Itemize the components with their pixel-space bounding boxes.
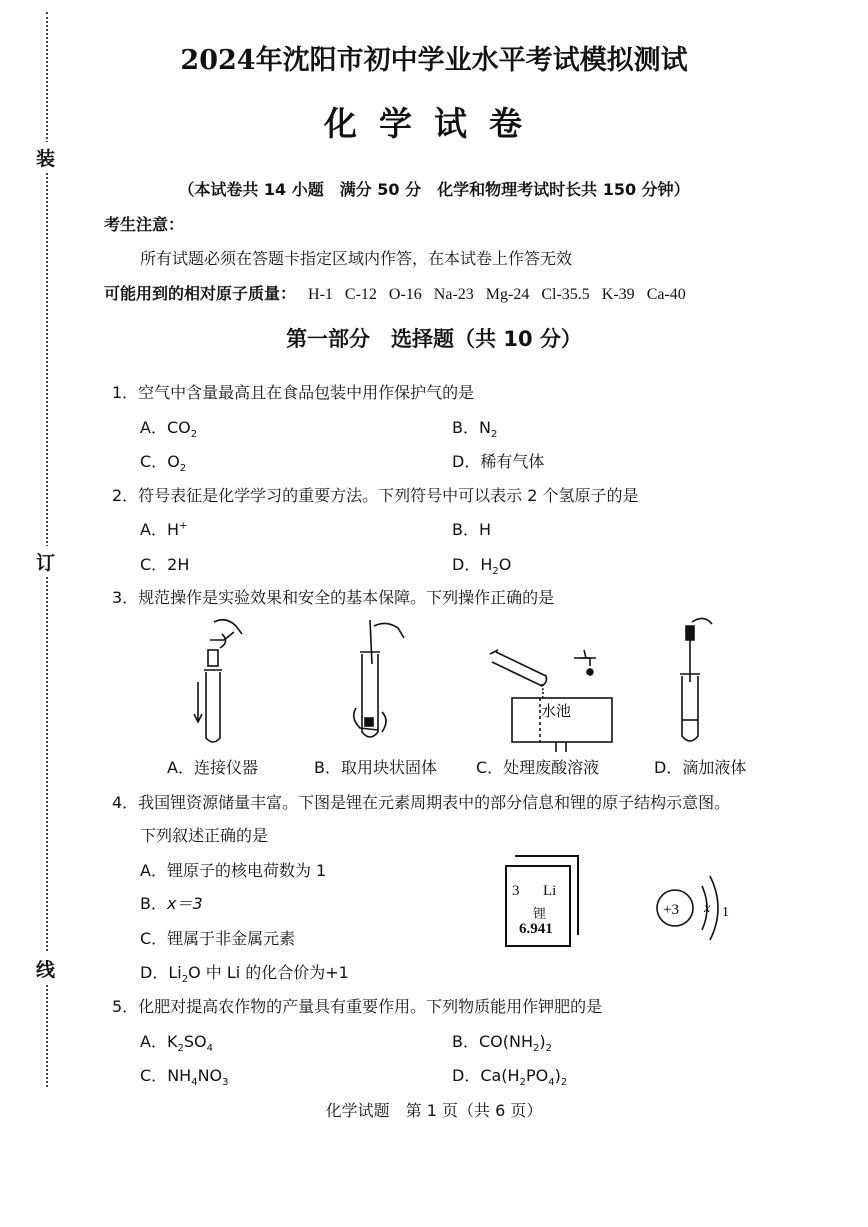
binding-char-bottom: 线 xyxy=(36,953,55,984)
mass-mg: Mg-24 xyxy=(485,286,530,303)
q4-stem-line2: 下列叙述正确的是 xyxy=(140,826,269,845)
page-footer: 化学试题 第 1 页（共 6 页） xyxy=(325,1101,543,1120)
q2-option-c: C．2H xyxy=(140,555,190,574)
notice-text: 所有试题必须在答题卡指定区域内作答，在本试卷上作答无效 xyxy=(140,249,573,268)
q1-option-c: C．$O_2$ xyxy=(140,452,187,475)
atom-structure-diagram xyxy=(650,860,750,950)
q5-option-d: D．$Ca(H_2PO_4)_2$ xyxy=(452,1066,568,1089)
q3-caption-b: B．取用块状固体 xyxy=(314,758,437,777)
figure-b-take-solid-icon xyxy=(354,620,404,737)
element-symbol: Li xyxy=(543,883,557,899)
subject-title: 化学试卷 xyxy=(324,104,544,143)
q3-caption-d: D．滴加液体 xyxy=(654,758,747,777)
binding-char-middle: 订 xyxy=(36,546,55,577)
q2-option-a: A．H+ xyxy=(140,520,188,539)
q4-option-c: C．锂属于非金属元素 xyxy=(140,929,296,948)
atomic-mass-line xyxy=(104,281,686,304)
q1-option-b: B．$N_2$ xyxy=(452,418,498,441)
q3-caption-c: C．处理废酸溶液 xyxy=(476,758,600,777)
element-name: 锂 xyxy=(533,907,547,922)
element-mass: 6.941 xyxy=(519,921,553,937)
q3-stem: 3．规范操作是实验效果和安全的基本保障。下列操作正确的是 xyxy=(112,588,555,607)
sink-label: 水池 xyxy=(541,702,572,720)
q4-option-a: A．锂原子的核电荷数为 1 xyxy=(140,861,327,880)
q5-stem: 5．化肥对提高农作物的产量具有重要作用。下列物质能用作钾肥的是 xyxy=(112,997,603,1016)
q4-stem-line1: 4．我国锂资源储量丰富。下图是锂在元素周期表中的部分信息和锂的原子结构示意图。 xyxy=(112,793,731,812)
mass-c: C-12 xyxy=(344,286,377,303)
element-number: 3 xyxy=(512,883,520,899)
q2-option-d: D．$H_2O$ xyxy=(452,555,512,578)
q4-option-b: B．x＝3 xyxy=(140,894,203,913)
q3-figures xyxy=(150,612,790,752)
section-title: 第一部分 选择题（共 10 分） xyxy=(286,327,582,351)
q2-option-b: B．H xyxy=(452,520,492,539)
periodic-table-cell xyxy=(505,865,571,947)
q1-stem: 1．空气中含量最高且在食品包装中用作保护气的是 xyxy=(112,383,475,402)
notice-heading: 考生注意： xyxy=(104,215,185,234)
shell2-electrons: 1 xyxy=(722,905,729,920)
q5-option-c: C．$NH_4NO_3$ xyxy=(140,1066,229,1089)
q5-option-a: A．$K_2SO_4$ xyxy=(140,1032,213,1055)
shell1-electrons: x xyxy=(704,901,711,916)
figure-a-connect-apparatus-icon xyxy=(194,620,242,742)
mass-k: K-39 xyxy=(601,286,635,303)
mass-cl: Cl-35.5 xyxy=(541,286,590,303)
q5-option-b: B．$CO(NH_2)_2$ xyxy=(452,1032,552,1055)
figure-d-add-liquid-icon xyxy=(680,618,712,741)
binding-char-top: 装 xyxy=(36,142,55,173)
mass-o: O-16 xyxy=(388,286,422,303)
q2-stem: 2．符号表征是化学学习的重要方法。下列符号中可以表示 2 个氢原子的是 xyxy=(112,486,639,505)
q1-option-d: D．稀有气体 xyxy=(452,452,545,471)
q3-caption-a: A．连接仪器 xyxy=(167,758,258,777)
q4-option-d: D．$Li_2O$ 中 Li 的化合价为+1 xyxy=(140,963,349,986)
exam-title: 2024年沈阳市初中学业水平考试模拟测试 xyxy=(180,45,688,76)
atomic-mass-label: 可能用到的相对原子质量： xyxy=(104,284,297,303)
mass-na: Na-23 xyxy=(433,286,474,303)
exam-info: （本试卷共 14 小题 满分 50 分 化学和物理考试时长共 150 分钟） xyxy=(178,180,690,199)
mass-h: H-1 xyxy=(308,286,333,303)
nucleus-charge: +3 xyxy=(663,902,679,918)
figure-c-waste-acid-sink-icon xyxy=(490,650,612,752)
q1-option-a: A．$CO_2$ xyxy=(140,418,198,441)
mass-ca: Ca-40 xyxy=(646,286,686,303)
